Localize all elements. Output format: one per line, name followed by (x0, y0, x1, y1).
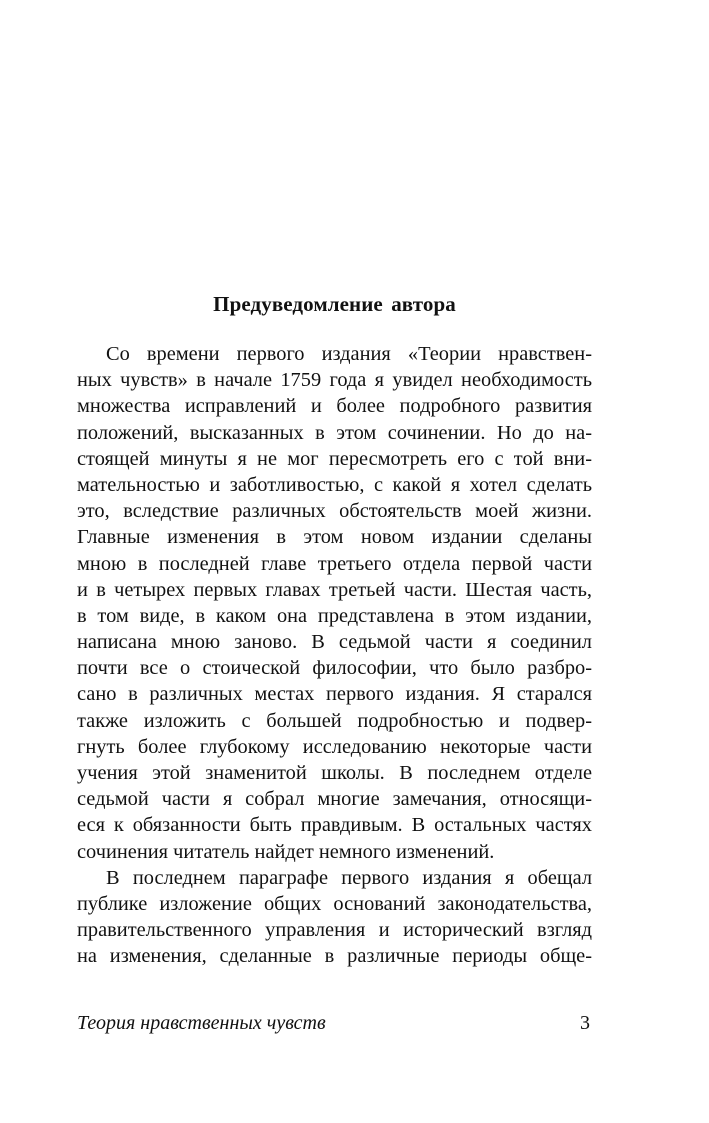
text-line: на изменения, сделанные в различные периоды обще- (77, 945, 592, 968)
paragraph-2 (77, 865, 592, 970)
text-line: седьмой части я собрал многие замечания, относящи- (77, 788, 592, 811)
body-text (77, 341, 592, 970)
paragraph-1 (77, 341, 592, 865)
text-line: ных чувств» в начале 1759 года я увидел необходимость (77, 369, 592, 392)
text-line: это, вследствие различных обстоятельств моей жизни. (77, 500, 592, 523)
text-line: учения этой знаменитой школы. В последнем отделе (77, 762, 592, 784)
text-line: в том виде, в каком она представлена в этом издании, (77, 604, 592, 627)
section-title: Предуведомление автора (213, 292, 456, 316)
text-line: стоящей минуты я не мог пересмотреть его с той вни- (77, 447, 592, 470)
text-line: мною в последней главе третьего отдела первой части (77, 552, 592, 575)
text-line: правительственного управления и исторический взгляд (77, 919, 592, 942)
page-number: 3 (580, 1012, 590, 1034)
running-title: Теория нравственных чувств (77, 1012, 326, 1034)
text-line: почти все о стоической философии, что было разбро- (77, 657, 592, 680)
text-line: также изложить с большей подробностью и подвер- (77, 709, 592, 732)
page-footer (77, 1010, 592, 1036)
text-line: публике изложение общих оснований законодательства, (77, 892, 592, 915)
text-line: сочинения читатель найдет немного изменений. (77, 840, 495, 863)
text-line: мательностью и заботливостью, с какой я хотел сделать (77, 473, 592, 496)
text-line: еся к обязанности быть правдивым. В остальных частях (77, 814, 592, 837)
text-line: сано в различных местах первого издания. Я старался (77, 683, 592, 706)
text-line: Со времени первого издания «Теории нравствен- (106, 343, 592, 365)
text-line: Главные изменения в этом новом издании сделаны (77, 526, 592, 549)
text-line: положений, высказанных в этом сочинении. Но до на- (77, 421, 592, 444)
text-line: написана мною заново. В седьмой части я соединил (77, 631, 592, 654)
text-line: множества исправлений и более подробного развития (77, 395, 592, 418)
text-line: гнуть более глубокому исследованию некоторые части (77, 735, 592, 758)
text-line: и в четырех первых главах третьей части. Шестая часть, (77, 578, 592, 601)
text-line: В последнем параграфе первого издания я обещал (106, 866, 592, 889)
